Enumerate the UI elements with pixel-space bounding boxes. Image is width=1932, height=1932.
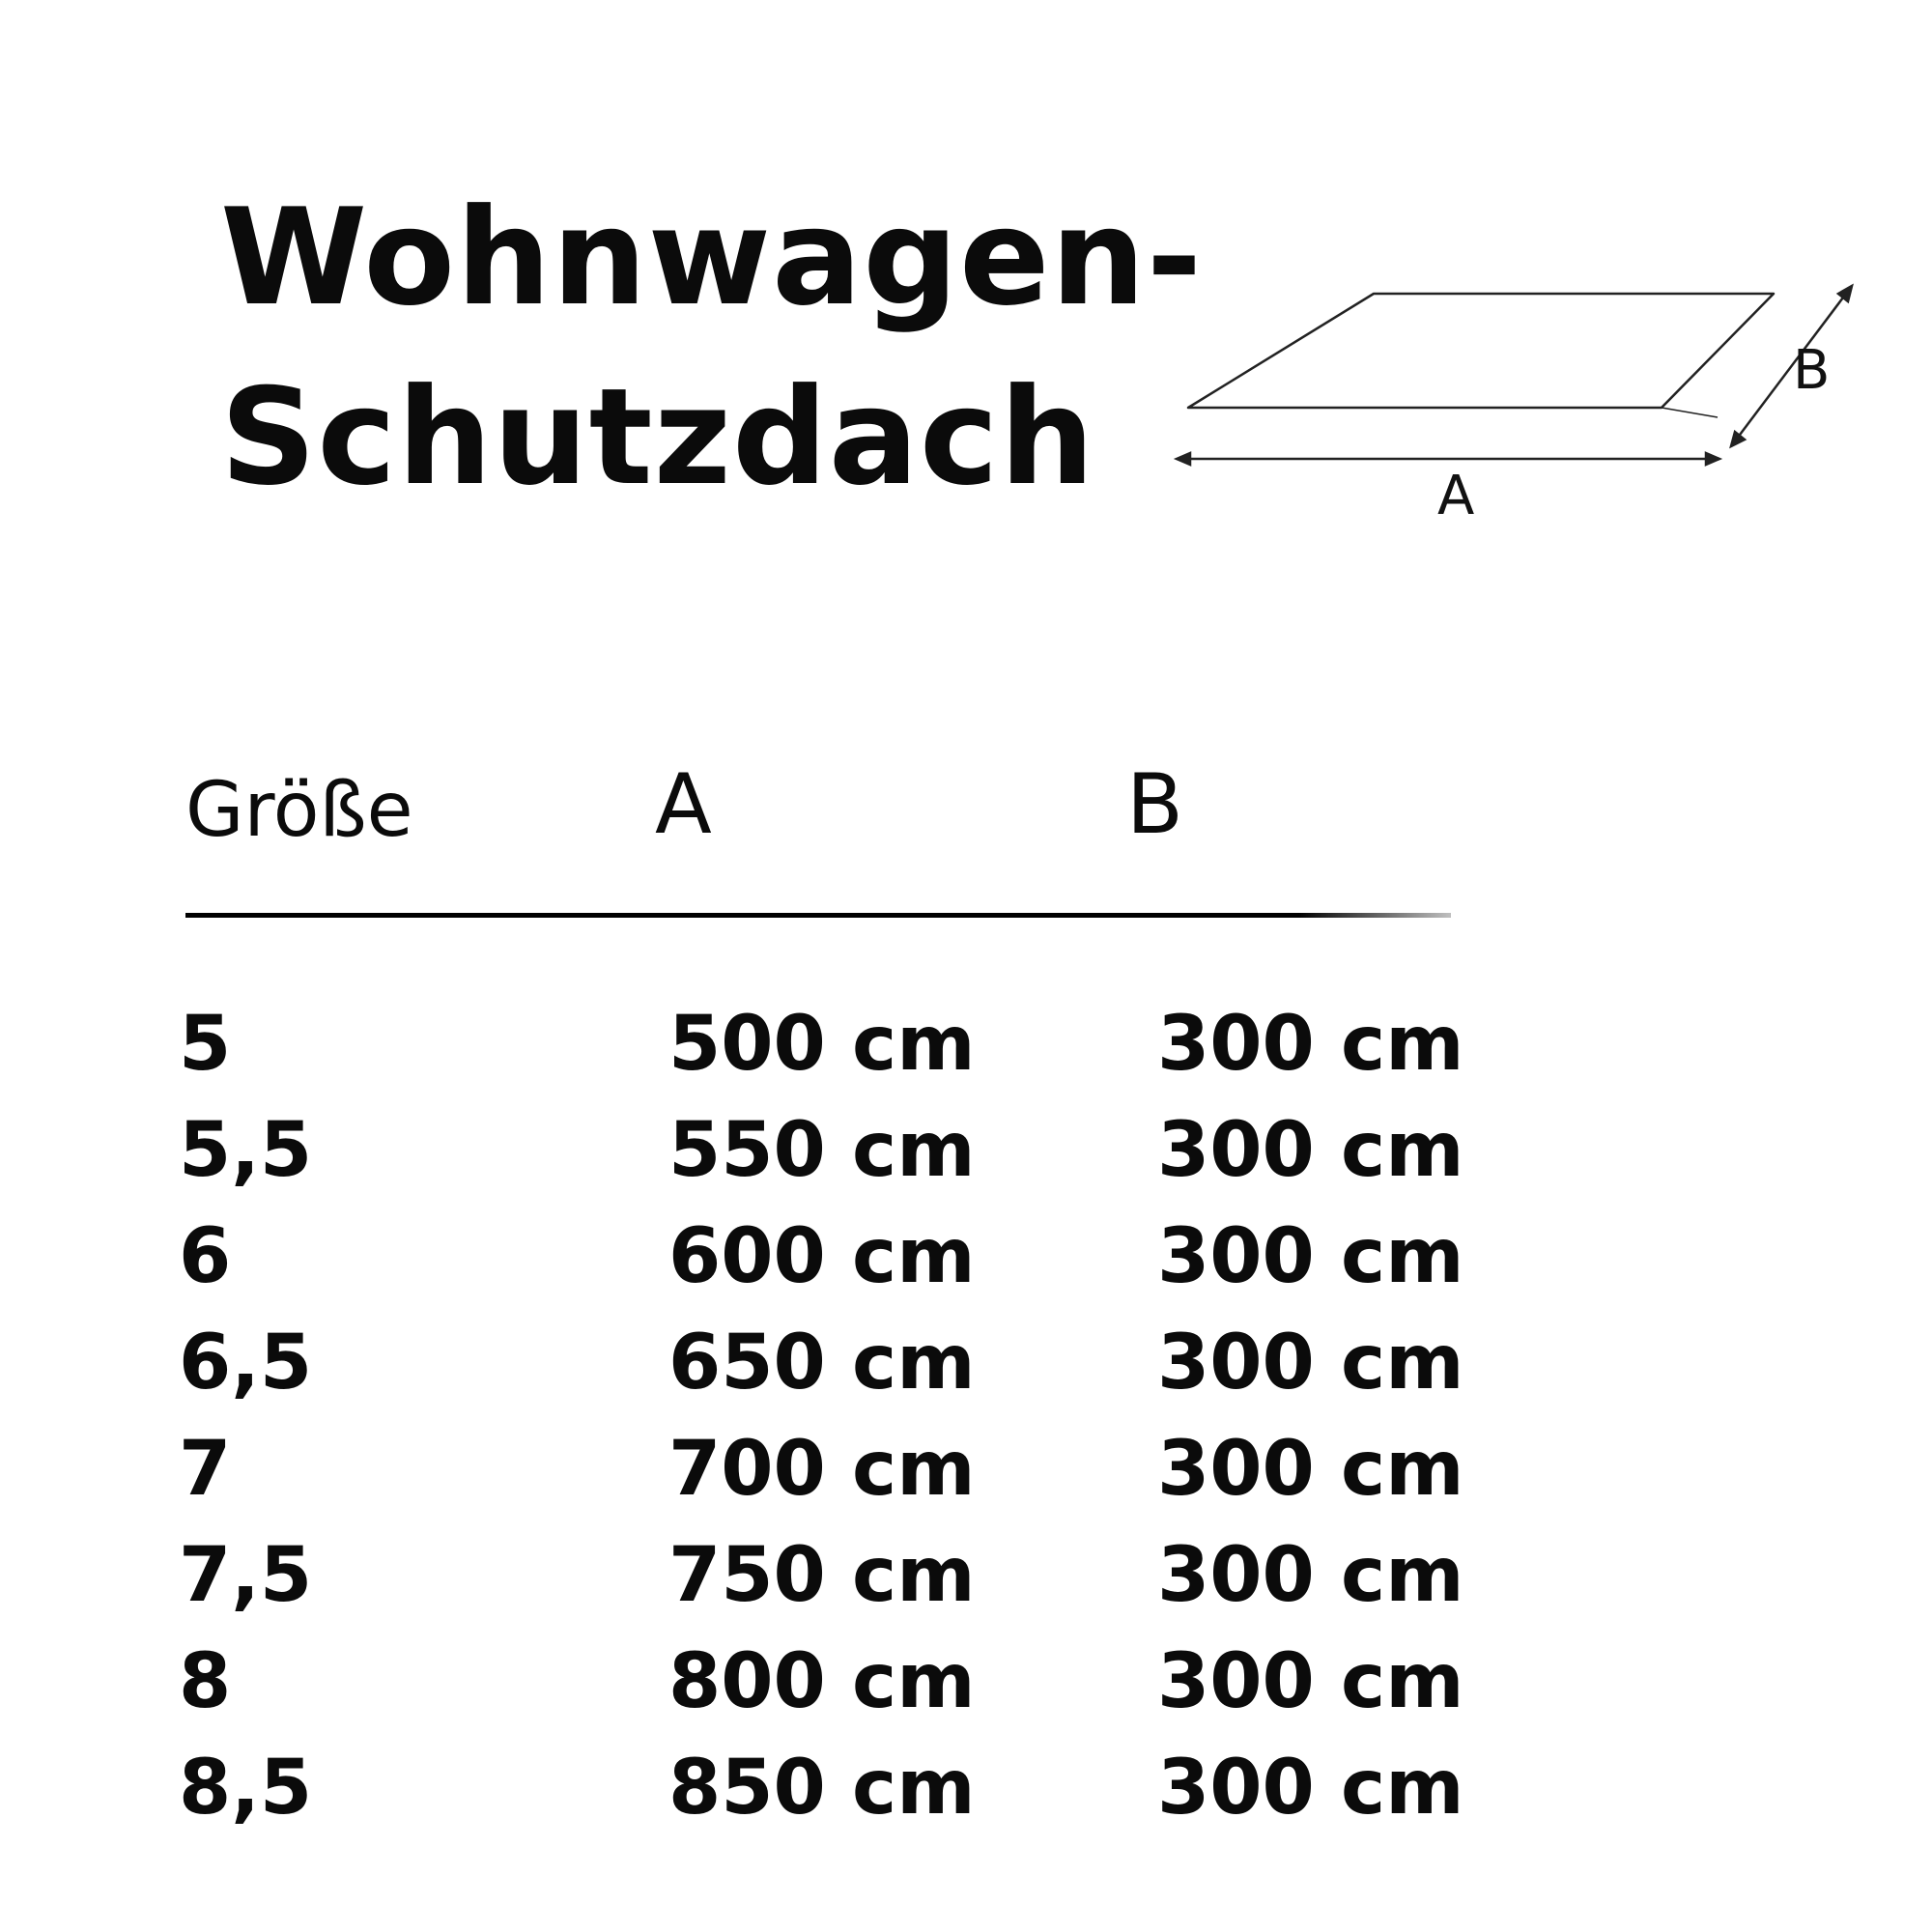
column-header-a: A bbox=[655, 756, 712, 853]
awning-dimension-diagram bbox=[1159, 261, 1855, 541]
table-row bbox=[0, 1107, 1932, 1219]
table-row bbox=[0, 1638, 1932, 1750]
dimension-a-cell: 700 cm bbox=[668, 1426, 976, 1513]
diagram-label-b: B bbox=[1793, 339, 1831, 402]
dimension-arrow-a-left bbox=[1177, 453, 1190, 465]
dimension-arrow-b-bottom bbox=[1731, 432, 1745, 446]
dimension-b-cell: 300 cm bbox=[1157, 1213, 1464, 1300]
size-cell: 6 bbox=[179, 1213, 232, 1300]
dimension-b-cell: 300 cm bbox=[1157, 1745, 1464, 1832]
awning-panel-edge bbox=[1188, 408, 1718, 417]
size-cell: 8,5 bbox=[179, 1745, 313, 1832]
dimension-a-cell: 600 cm bbox=[668, 1213, 976, 1300]
dimension-b-cell: 300 cm bbox=[1157, 1320, 1464, 1406]
size-cell: 7,5 bbox=[179, 1532, 313, 1619]
dimension-line-b bbox=[1734, 290, 1849, 442]
title-line-2: Schutzdach bbox=[220, 359, 1095, 515]
size-cell: 7 bbox=[179, 1426, 232, 1513]
size-cell: 6,5 bbox=[179, 1320, 313, 1406]
size-cell: 5,5 bbox=[179, 1107, 313, 1194]
size-cell: 8 bbox=[179, 1638, 232, 1725]
dimension-b-cell: 300 cm bbox=[1157, 1001, 1464, 1088]
dimension-b-cell: 300 cm bbox=[1157, 1107, 1464, 1194]
dimension-a-cell: 750 cm bbox=[668, 1532, 976, 1619]
table-row bbox=[0, 1320, 1932, 1432]
table-row bbox=[0, 1426, 1932, 1538]
dimension-a-cell: 500 cm bbox=[668, 1001, 976, 1088]
title-line-1: Wohnwagen- bbox=[220, 180, 1204, 335]
awning-panel-outline bbox=[1188, 294, 1774, 408]
dimension-b-cell: 300 cm bbox=[1157, 1426, 1464, 1513]
diagram-label-a: A bbox=[1437, 465, 1475, 527]
dimension-a-cell: 550 cm bbox=[668, 1107, 976, 1194]
dimension-arrow-a-right bbox=[1706, 453, 1719, 465]
dimension-a-cell: 800 cm bbox=[668, 1638, 976, 1725]
column-header-b: B bbox=[1126, 756, 1183, 853]
dimension-b-cell: 300 cm bbox=[1157, 1532, 1464, 1619]
table-row bbox=[0, 1001, 1932, 1113]
size-cell: 5 bbox=[179, 1001, 232, 1088]
dimension-a-cell: 850 cm bbox=[668, 1745, 976, 1832]
table-row bbox=[0, 1213, 1932, 1325]
dimension-a-cell: 650 cm bbox=[668, 1320, 976, 1406]
dimension-b-cell: 300 cm bbox=[1157, 1638, 1464, 1725]
table-row bbox=[0, 1745, 1932, 1857]
dimension-arrow-b-top bbox=[1838, 286, 1852, 301]
table-row bbox=[0, 1532, 1932, 1644]
header-divider bbox=[185, 913, 1451, 918]
awning-panel-side bbox=[1662, 294, 1774, 408]
column-header-size: Größe bbox=[185, 767, 413, 854]
